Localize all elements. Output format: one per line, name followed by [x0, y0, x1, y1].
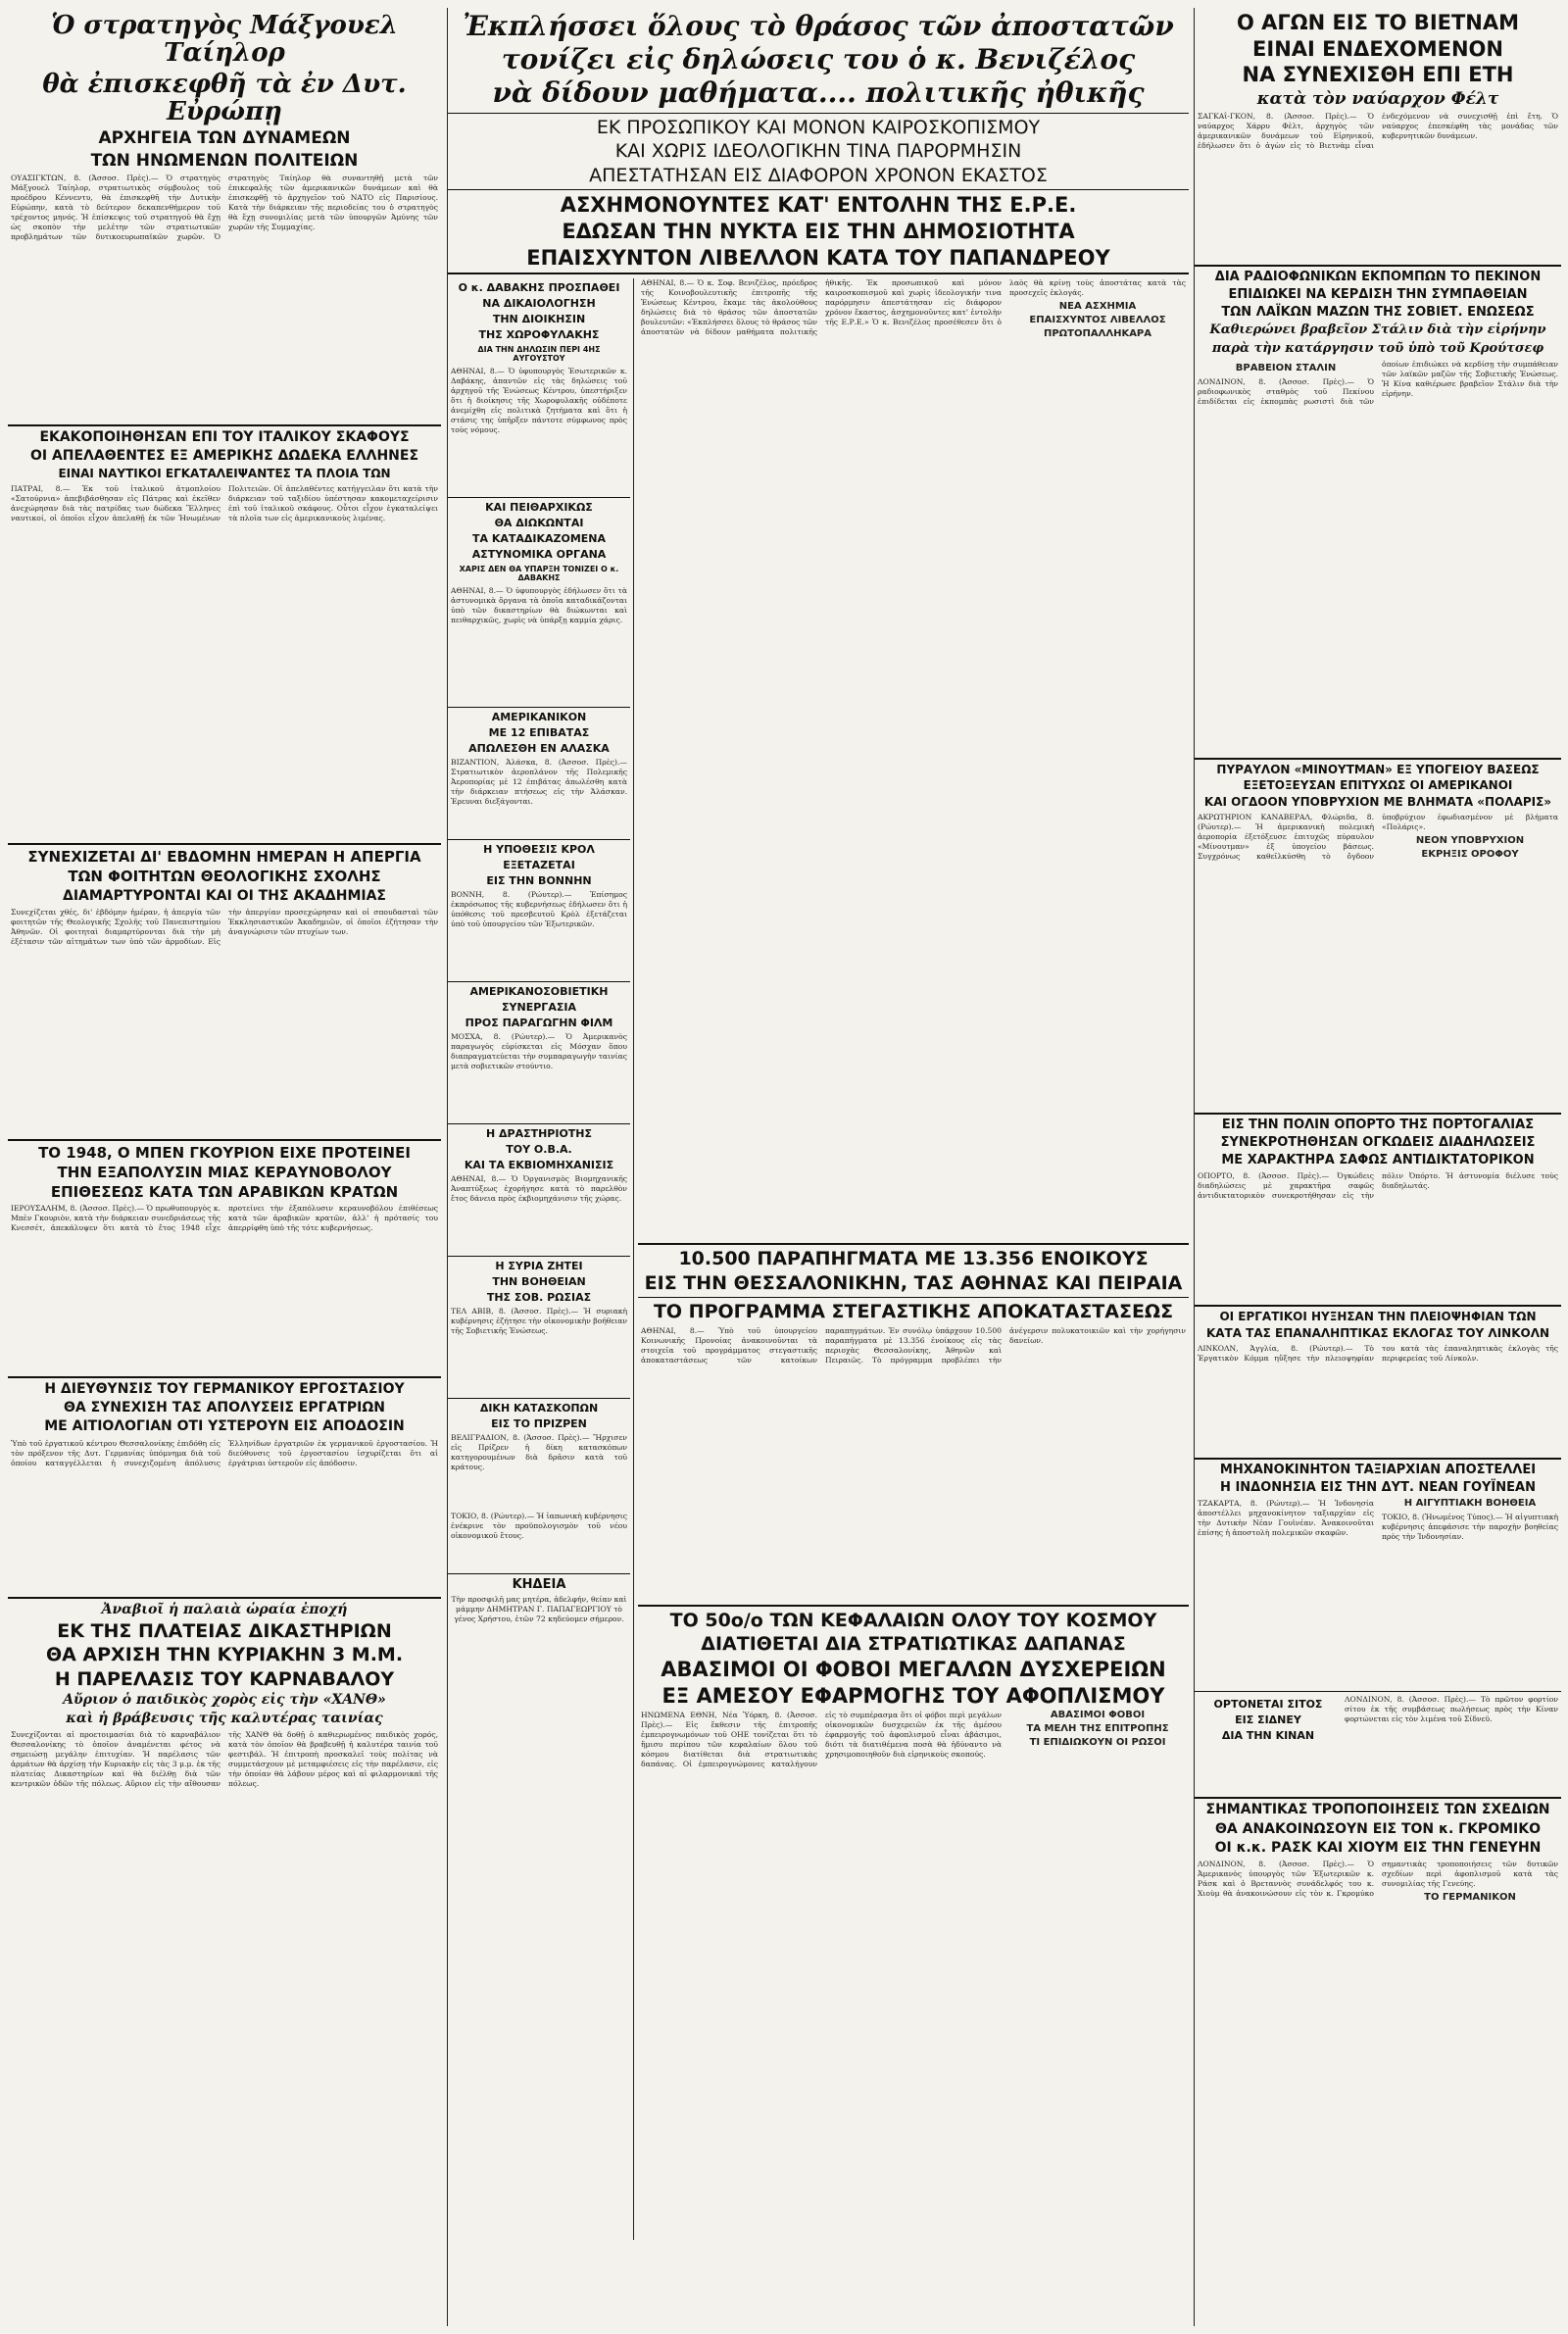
libel-headline-3: ΕΠΑΙΣΧΥΝΤΟΝ ΛΙΒΕΛΛΟΝ ΚΑΤΑ ΤΟΥ ΠΑΠΑΝΔΡΕΟΥ — [526, 245, 1110, 270]
indonesia-article — [1195, 1464, 1561, 1685]
peking-headline-1: ΔΙΑ ΡΑΔΙΟΦΩΝΙΚΩΝ ΕΚΠΟΜΠΩΝ ΤΟ ΠΕΚΙΝΟΝ — [1214, 270, 1542, 285]
spy-headline-1: ΔΙΚΗ ΚΑΤΑΣΚΟΠΩΝ — [479, 1402, 599, 1415]
geneva-headline-1: ΣΗΜΑΝΤΙΚΑΣ ΤΡΟΠΟΠΟΙΗΣΕΙΣ ΤΩΝ ΣΧΕΔΙΩΝ — [1205, 1802, 1550, 1818]
lincoln-headline-1: ΟΙ ΕΡΓΑΤΙΚΟΙ ΗΥΞΗΣΑΝ ΤΗΝ ΠΛΕΙΟΨΗΦΙΑΝ ΤΩΝ — [1219, 1310, 1537, 1324]
minuteman-body-text: ΑΚΡΩΤΗΡΙΟΝ ΚΑΝΑΒΕΡΑΛ, Φλώριδα, 8. (Ρώυτερ).— Ἡ ἀμερικανικὴ πολεμικὴ ἀεροπορία ἐξετόξευσε ἐπιτυχῶς πύραυλον «Μίνουτμαν» ἐξ ὑπογείου βάσεως. Συγχρόνως καθεῖλκύσθη τὸ ὄγδοον ὑποβρύχιον ἐφωδιασμένον μὲ βλήματα «Πολάρις». — [1198, 813, 1558, 862]
german-subhead: ΤΟ ΓΕΡΜΑΝΙΚΟΝ — [1424, 1891, 1516, 1903]
center-upper-area — [448, 278, 1189, 2240]
roof-explosion-subhead: ΕΚΡΗΞΙΣ ΟΡΟΦΟΥ — [1421, 849, 1519, 861]
geneva-article — [1195, 1803, 1561, 2182]
disarmament-article — [638, 1611, 1189, 2240]
taylor-headline-2: θὰ ἐπισκεφθῆ τὰ ἐν Δυτ. Εὐρώπῃ — [42, 70, 407, 127]
disarmament-headline-4: ΕΞ ΑΜΕΣΟΥ ΕΦΑΡΜΟΓΗΣ ΤΟΥ ΑΦΟΠΛΙΣΜΟΥ — [662, 1683, 1165, 1708]
grain-row — [1195, 1695, 1561, 1793]
oba-headline-1: Η ΔΡΑΣΤΗΡΙΟΤΗΣ — [485, 1127, 593, 1141]
carnival-headline-2: ΘΑ ΑΡΧΙΣΗ ΤΗΝ ΚΥΡΙΑΚΗΝ 3 Μ.Μ. — [45, 1644, 404, 1666]
venizelos-headline-2: τονίζει εἰς δηλώσεις του ὁ κ. Βενιζέλος — [501, 43, 1136, 76]
film-article — [448, 985, 630, 1120]
indonesia-body — [1195, 1499, 1561, 1685]
syria-body: ΤΕΛ ΑΒΙΒ, 8. (Ἀσσοσ. Πρὲς).— Ἡ συριακὴ κυβέρνησις ἐζήτησε τὴν οἰκονομικὴν βοήθειαν τῆς Σοβιετικῆς Ἑνώσεως. — [451, 1307, 627, 1336]
theology-headline-2: ΤΩΝ ΦΟΙΤΗΤΩΝ ΘΕΟΛΟΓΙΚΗΣ ΣΧΟΛΗΣ — [68, 868, 381, 886]
vietnam-headline-2: ΕΙΝΑΙ ΕΝΔΕΧΟΜΕΝΟΝ — [1252, 36, 1503, 61]
funeral-headline: ΚΗΔΕΙΑ — [512, 1577, 566, 1593]
geneva-headline-2: ΘΑ ΑΝΑΚΟΙΝΩΣΟΥΝ ΕΙΣ ΤΟΝ κ. ΓΚΡΟΜΙΚΟ — [1215, 1820, 1541, 1837]
porto-headline-2: ΣΥΝΕΚΡΟΤΗΘΗΣΑΝ ΟΓΚΩΔΕΙΣ ΔΙΑΔΗΛΩΣΕΙΣ — [1220, 1135, 1536, 1151]
alaska-plane-article — [448, 711, 630, 836]
peking-subhead-1: Καθιερώνει βραβεῖον Στάλιν διὰ τὴν εἰρήνην — [1209, 323, 1546, 338]
police-headline-2: ΘΑ ΔΙΩΚΩΝΤΑΙ — [494, 517, 584, 530]
porto-body: ΟΠΟΡΤΟ, 8. (Ἀσσοσ. Πρὲς).— Ὀγκώδεις διαδηλώσεις μὲ χαρακτῆρα σαφῶς ἀντιδικτατορικὸν συνεκροτήθησαν εἰς τὴν πόλιν Ὀπόρτο. Ἡ ἀστυνομία διέλυσε τοὺς διαδηλωτάς. — [1198, 1171, 1558, 1201]
funeral-notice — [448, 1577, 630, 1664]
lincoln-headline-2: ΚΑΤΑ ΤΑΣ ΕΠΑΝΑΛΗΠΤΙΚΑΣ ΕΚΛΟΓΑΣ ΤΟΥ ΛΙΝΚΟΛΝ — [1205, 1326, 1550, 1341]
housing-article — [638, 1249, 1189, 1601]
taylor-subhead-1: ΑΡΧΗΓΕΙΑ ΤΩΝ ΔΥΝΑΜΕΩΝ — [98, 128, 351, 149]
egypt-aid-subhead: Η ΑΙΓΥΠΤΙΑΚΗ ΒΟΗΘΕΙΑ — [1403, 1499, 1537, 1510]
police-subhead: ΧΑΡΙΣ ΔΕΝ ΘΑ ΥΠΑΡΞΗ ΤΟΝΙΖΕΙ Ο κ. ΔΑΒΑΚΗΣ — [459, 565, 619, 583]
theology-article — [8, 849, 441, 1132]
davakis-headline-3: ΤΗΝ ΔΙΟΙΚΗΣΙΝ — [492, 313, 586, 326]
syria-article — [448, 1260, 630, 1395]
ben-gurion-body: ΙΕΡΟΥΣΑΛΗΜ, 8. (Ἀσσοσ. Πρὲς).— Ὁ πρωθυπουργὸς κ. Μπὲν Γκουριὸν, κατὰ τὴν διάρκειαν συνεδριάσεως τῆς Κνεσσέτ, ἀπεκάλυψεν ὅτι κατὰ τὸ ἔτος 1948 εἶχε προτείνει τὴν ἐξαπόλυσιν κεραυνοβόλου ἐπιθέσεως κατὰ τῶν ἀραβικῶν κρατῶν, ἀλλ' ἡ πρότασίς του ἀπερρίφθη ὑπὸ τῆς τότε κυβερνήσεως. — [11, 1204, 438, 1233]
theology-subhead: ΔΙΑΜΑΡΤΥΡΟΝΤΑΙ ΚΑΙ ΟΙ ΤΗΣ ΑΚΑΔΗΜΙΑΣ — [62, 887, 386, 904]
german-headline-3: ΜΕ ΑΙΤΙΟΛΟΓΙΑΝ ΟΤΙ ΥΣΤΕΡΟΥΝ ΕΙΣ ΑΠΟΔΟΣΙΝ — [44, 1418, 405, 1435]
plane-headline-1: ΑΜΕΡΙΚΑΝΙΚΟΝ — [491, 711, 587, 724]
indonesia-headline-1: ΜΗΧΑΝΟΚΙΝΗΤΟΝ ΤΑΞΙΑΡΧΙΑΝ ΑΠΟΣΤΕΛΛΕΙ — [1219, 1463, 1537, 1478]
venizelos-body — [638, 278, 1189, 1239]
spy-trial-article — [448, 1402, 630, 1570]
geneva-body-text: ΛΟΝΔΙΝΟΝ, 8. (Ἀσσοσ. Πρὲς).— Ὁ Ἀμερικανὸς ὑπουργὸς τῶν Ἐξωτερικῶν κ. Ράσκ καὶ ὁ Βρεταννὸς συνάδελφός του κ. Χιοὺμ θὰ ἀνακοινώσουν εἰς τὸν κ. Γκρομύκο σημαντικὰς τροποποιήσεις τῶν δυτικῶν σχεδίων περὶ ἀφοπλισμοῦ κατὰ τὰς συνομιλίας τῆς Γενεύης. — [1198, 1859, 1558, 1898]
vietnam-subhead: κατὰ τὸν ναύαρχον Φέλτ — [1256, 89, 1499, 110]
syria-headline-2: ΤΗΝ ΒΟΗΘΕΙΑΝ — [492, 1275, 586, 1289]
film-headline-1: ΑΜΕΡΙΚΑΝΟΣΟΒΙΕΤΙΚΗ — [469, 985, 609, 999]
center-main-area — [634, 278, 1189, 2240]
porto-headline-1: ΕΙΣ ΤΗΝ ΠΟΛΙΝ ΟΠΟΡΤΟ ΤΗΣ ΠΟΡΤΟΓΑΛΙΑΣ — [1221, 1117, 1535, 1133]
german-headline-2: ΘΑ ΣΥΝΕΧΙΣΗ ΤΑΣ ΑΠΟΛΥΣΕΙΣ ΕΡΓΑΤΡΙΩΝ — [64, 1400, 385, 1416]
ben-gurion-article — [8, 1145, 441, 1371]
disarmament-subhead-3: ΤΙ ΕΠΙΔΙΩΚΟΥΝ ΟΙ ΡΩΣΟΙ — [1029, 1737, 1166, 1749]
geneva-headline-3: ΟΙ κ.κ. ΡΑΣΚ ΚΑΙ ΧΙΟΥΜ ΕΙΣ ΤΗΝ ΓΕΝΕΥΗΝ — [1214, 1839, 1542, 1856]
police-headline-1: ΚΑΙ ΠΕΙΘΑΡΧΙΚΩΣ — [485, 501, 593, 515]
venizelos-body-text: ΑΘΗΝΑΙ, 8.— Ὁ κ. Σοφ. Βενιζέλος, πρόεδρος τῆς Κοινοβουλευτικῆς ἐπιτροπῆς τῆς Ἑνώσεως Κέντρου, ἔκαμε τὰς ἀκολούθους δηλώσεις διὰ τὸ θράσος τῶν ἀποστατῶν βουλευτῶν: «Ἐκπλήσσει ὅλους τὸ θράσος τῶν ἀποστατῶν νὰ δίδουν μαθήματα πολιτικῆς ἠθικῆς. Ἐκ προσωπικοῦ καὶ μόνον καιροσκοπισμοῦ καὶ χωρὶς ἰδεολογικήν τινα παρόρμησιν ἀπεστάτησαν εἰς διάφορον χρόνον ἕκαστος, ἀσχημονοῦντες κατ' ἐντολὴν τῆς Ε.Ρ.Ε.» Ὁ κ. Βενιζέλος προσέθεσεν ὅτι ὁ λαὸς θὰ κρίνῃ τοὺς ἀποστάτας κατὰ τὰς προσεχεῖς ἐκλογάς. — [641, 278, 1186, 337]
police-article — [448, 501, 630, 704]
housing-headline-2: ΕΙΣ ΤΗΝ ΘΕΣΣΑΛΟΝΙΚΗΝ, ΤΑΣ ΑΘΗΝΑΣ ΚΑΙ ΠΕΙΡΑΙΑ — [644, 1271, 1183, 1294]
oba-headline-3: ΚΑΙ ΤΑ ΕΚΒΙΟΜΗΧΑΝΙΣΙΣ — [464, 1159, 614, 1172]
peking-article — [1195, 271, 1561, 751]
peking-body — [1195, 360, 1561, 752]
carnival-headline-3: Η ΠΑΡΕΛΑΣΙΣ ΤΟΥ ΚΑΡΝΑΒΑΛΟΥ — [54, 1667, 395, 1690]
grain-headline-2: ΕΙΣ ΣΙΔΝΕΥ — [1235, 1713, 1301, 1727]
davakis-headline-2: ΝΑ ΔΙΚΑΙΟΛΟΓΗΣΗ — [482, 297, 596, 311]
disarmament-headline-3: ΑΒΑΣΙΜΟΙ ΟΙ ΦΟΒΟΙ ΜΕΓΑΛΩΝ ΔΥΣΧΕΡΕΙΩΝ — [661, 1657, 1166, 1681]
carnival-article — [8, 1603, 441, 2143]
plane-body: ΒΙΖΑΝΤΙΟΝ, Ἀλάσκα, 8. (Ἀσσοσ. Πρὲς).— Στρατιωτικὸν ἀεροπλάνον τῆς Πολεμικῆς Ἀεροπορίας μὲ 12 ἐπιβάτας ἀπωλέσθη κατὰ τὴν διάρκειαν πτήσεως εἰς τὴν Ἀλάσκαν. Ἐρευναι διεξάγονται. — [451, 758, 627, 807]
vietnam-body: ΣΑΓΚΑΐ-ΓΚΟΝ, 8. (Ἀσσοσ. Πρὲς).— Ὁ ναύαρχος Χάρρυ Φὲλτ, ἀρχηγὸς τῶν ἀμερικανικῶν δυνάμεων τοῦ Εἰρηνικοῦ, ἐδήλωσεν ὅτι ὁ ἀγὼν εἰς τὸ Βιετνὰμ εἶναι ἐνδεχόμενον νὰ συνεχισθῇ ἐπὶ ἔτη. Ὁ ναύαρχος ἐπεσκέφθη τὰς μονάδας τῶν κυβερνητικῶν δυνάμεων. — [1198, 112, 1558, 151]
taylor-headline-1: Ὁ στρατηγὸς Μάξγουελ Ταίηλορ — [51, 11, 398, 69]
taylor-body: ΟΥΑΣΙΓΚΤΩΝ, 8. (Ἀσσοσ. Πρὲς).— Ὁ στρατηγὸς Μάξγουελ Ταίηλορ, στρατιωτικὸς σύμβουλος τοῦ προέδρου Κέννεντυ, θὰ ἐπισκεφθῆ τὴν Δυτικὴν Εὐρώπην, κατὰ τὸ δεύτερον δεκαπενθήμερον τοῦ τρέχοντος μηνός. Ἡ ἐπίσκεψις τοῦ στρατηγοῦ θὰ ἔχῃ ὡς σκοπὸν τὴν μελέτην τῶν στρατιωτικῶν προβλημάτων τῶν δυτικοευρωπαϊκῶν χωρῶν. Ὁ στρατηγὸς Ταίηλορ θὰ συναντηθῇ μετὰ τῶν ἐπικεφαλῆς τῶν ἀμερικανικῶν δυνάμεων καὶ θὰ ἐπισκεφθῇ τὸ ἀρχηγεῖον τοῦ ΝΑΤΟ εἰς Παρισίους. Κατὰ τὴν διάρκειαν τῆς περιοδείας του ὁ στρατηγὸς θὰ ἔχῃ συνομιλίας μετὰ τῶν ὑπουργῶν Ἀμύνης τῶν χωρῶν τῆς Συμμαχίας. — [11, 174, 438, 242]
taylor-subhead-2: ΤΩΝ ΗΝΩΜΕΝΩΝ ΠΟΛΙΤΕΙΩΝ — [90, 150, 359, 171]
film-headline-2: ΣΥΝΕΡΓΑΣΙΑ — [502, 1001, 576, 1015]
peking-headline-3: ΤΩΝ ΛΑΪΚΩΝ ΜΑΖΩΝ ΤΗΣ ΣΟΒΙΕΤ. ΕΝΩΣΕΩΣ — [1221, 305, 1535, 321]
grain-body: ΛΟΝΔΙΝΟΝ, 8. (Ἀσσοσ. Πρὲς).— Τὸ πρῶτον φορτίον σίτου ἐκ τῆς συμβάσεως πωλήσεως πρὸς τὴν Κίναν φορτώνεται εἰς τὸν λιμένα τοῦ Σίδνεϋ. — [1345, 1695, 1558, 1724]
indonesia-headline-2: Η ΙΝΔΟΝΗΣΙΑ ΕΙΣ ΤΗΝ ΔΥΤ. ΝΕΑΝ ΓΟΥΪΝΕΑΝ — [1220, 1480, 1536, 1496]
libel-subhead: ΕΠΑΙΣΧΥΝΤΟΣ ΛΙΒΕΛΛΟΣ — [1029, 315, 1166, 326]
stalin-prize-subhead: ΒΡΑΒΕΙΟΝ ΣΤΑΛΙΝ — [1235, 362, 1337, 373]
disarmament-headline-2: ΔΙΑΤΙΘΕΤΑΙ ΔΙΑ ΣΤΡΑΤΙΩΤΙΚΑΣ ΔΑΠΑΝΑΣ — [701, 1633, 1126, 1656]
kroll-headline-3: ΕΙΣ ΤΗΝ ΒΟΝΝΗΝ — [486, 874, 592, 888]
kroll-headline-1: Η ΥΠΟΘΕΣΙΣ ΚΡΟΛ — [483, 843, 595, 857]
housing-body: ΑΘΗΝΑΙ, 8.— Ὑπὸ τοῦ ὑπουργείου Κοινωνικῆς Προνοίας ἀνακοινοῦνται τὰ στοιχεῖα τοῦ προγράμματος στεγαστικῆς ἀποκαταστάσεως τῶν κατοίκων παραπηγμάτων. Ἐν συνόλῳ ὑπάρχουν 10.500 παραπήγματα μὲ 13.356 ἐνοίκους εἰς τὰς περιοχὰς Θεσσαλονίκης, Ἀθηνῶν καὶ Πειραιῶς. Τὸ πρόγραμμα προβλέπει τὴν ἀνέγερσιν πολυκατοικιῶν καὶ τὴν χορήγησιν δανείων. — [641, 1325, 1186, 1365]
spy-body: ΒΕΛΙΓΡΑΔΙΟΝ, 8. (Ἀσσοσ. Πρὲς).— Ἤρχισεν εἰς Πρίζρεν ἡ δίκη κατασκόπων κατηγορουμένων διὰ δρᾶσιν κατὰ τοῦ κράτους. — [451, 1433, 627, 1472]
ben-gurion-headline-3: ΕΠΙΘΕΣΕΩΣ ΚΑΤΑ ΤΩΝ ΑΡΑΒΙΚΩΝ ΚΡΑΤΩΝ — [50, 1183, 399, 1202]
tokyo-brief: ΤΟΚΙΟ, 8. (Ρώυτερ).— Ἡ ἰαπωνικὴ κυβέρνησις ἐνέκρινε τὸν προϋπολογισμὸν τοῦ νέου οἰκονομικοῦ ἔτους. — [451, 1512, 627, 1541]
venizelos-headline-3: νὰ δίδουν μαθήματα.... πολιτικῆς ἠθικῆς — [492, 76, 1145, 110]
disarmament-subhead-2: ΤΑ ΜΕΛΗ ΤΗΣ ΕΠΙΤΡΟΠΗΣ — [1026, 1723, 1169, 1735]
libel-headline-1: ΑΣΧΗΜΟΝΟΥΝΤΕΣ ΚΑΤ' ΕΝΤΟΛΗΝ ΤΗΣ Ε.Ρ.Ε. — [560, 193, 1077, 218]
davakis-body: ΑΘΗΝΑΙ, 8.— Ὁ ὑφυπουργὸς Ἐσωτερικῶν κ. Δαβάκης, ἀπαντῶν εἰς τὰς δηλώσεις τοῦ ἀρχηγοῦ τῆς Ἑνώσεως Κέντρου, ὑπεστήριξεν ὅτι ἡ διοίκησις τῆς Χωροφυλακῆς οὐδέποτε ἀνεμίχθη εἰς πολιτικὰ ζητήματα καὶ ὅτι ἡ στάσις της ὑπῆρξεν πάντοτε σύμφωνος πρὸς τοὺς νόμους. — [451, 367, 627, 435]
carnival-kicker: Ἀναβιοῖ ἡ παλαιὰ ὡραία ἐποχή — [101, 1601, 348, 1617]
davakis-headline-1: Ο κ. ΔΑΒΑΚΗΣ ΠΡΟΣΠΑΘΕΙ — [458, 281, 620, 295]
film-body: ΜΟΣΧΑ, 8. (Ρώυτερ).— Ὁ Ἀμερικανὸς παραγωγὸς εὑρίσκεται εἰς Μόσχαν ὅπου διαπραγματεύεται τὴν συμπαραγωγὴν ταινίας μετὰ σοβιετικῶν στούντιο. — [451, 1032, 627, 1071]
theology-body: Συνεχίζεται χθές, δι' ἑβδόμην ἡμέραν, ἡ ἀπεργία τῶν φοιτητῶν τῆς Θεολογικῆς Σχολῆς τοῦ Πανεπιστημίου Ἀθηνῶν. Οἱ φοιτηταὶ διαμαρτύρονται διὰ τὴν μὴ ἐξέτασιν τῶν αἰτημάτων των ὑπὸ τῶν ἁρμοδίων. Εἰς τὴν ἀπεργίαν προσεχώρησαν καὶ οἱ σπουδασταὶ τῶν Ἐκκλησιαστικῶν Ἀκαδημιῶν, οἱ ὁποῖοι ἐζήτησαν τὴν ἀναγνώρισιν τῶν πτυχίων των. — [11, 907, 438, 946]
italy-article — [8, 430, 441, 837]
german-factory-article — [8, 1382, 441, 1590]
left-column — [8, 8, 441, 2326]
venizelos-deck-1: ΕΚ ΠΡΟΣΩΠΙΚΟΥ ΚΑΙ ΜΟΝΟΝ ΚΑΙΡΟΣΚΟΠΙΣΜΟΥ — [596, 116, 1041, 138]
carnival-subhead-2: καὶ ἡ βράβευσις τῆς καλυτέρας ταινίας — [66, 1711, 383, 1727]
porto-article — [1195, 1118, 1561, 1299]
film-headline-3: ΠΡΟΣ ΠΑΡΑΓΩΓΗΝ ΦΙΛΜ — [465, 1017, 613, 1030]
plane-headline-2: ΜΕ 12 ΕΠΙΒΑΤΑΣ — [488, 726, 590, 740]
minuteman-body — [1195, 813, 1561, 1107]
german-headline-1: Η ΔΙΕΥΘΥΝΣΙΣ ΤΟΥ ΓΕΡΜΑΝΙΚΟΥ ΕΡΓΟΣΤΑΣΙΟΥ — [44, 1381, 405, 1398]
ben-gurion-headline-2: ΤΗΝ ΕΞΑΠΟΛΥΣΙΝ ΜΙΑΣ ΚΕΡΑΥΝΟΒΟΛΟΥ — [57, 1163, 392, 1181]
syria-headline-1: Η ΣΥΡΙΑ ΖΗΤΕΙ — [495, 1260, 583, 1273]
syria-headline-3: ΤΗΣ ΣΟΒ. ΡΩΣΙΑΣ — [486, 1291, 592, 1305]
ben-gurion-headline-1: ΤΟ 1948, Ο ΜΠΕΝ ΓΚΟΥΡΙΟΝ ΕΙΧΕ ΠΡΟΤΕΙΝΕΙ — [38, 1143, 411, 1162]
davakis-subhead: ΔΙΑ ΤΗΝ ΔΗΛΩΣΙΝ ΠΕΡΙ 4ΗΣ ΑΥΓΟΥΣΤΟΥ — [477, 345, 601, 364]
housing-headline-3: ΤΟ ΠΡΟΓΡΑΜΜΑ ΣΤΕΓΑΣΤΙΚΗΣ ΑΠΟΚΑΤΑΣΤΑΣΕΩΣ — [653, 1301, 1174, 1323]
german-body: Ὑπὸ τοῦ ἐργατικοῦ κέντρου Θεσσαλονίκης ἐπιδόθη εἰς τὸν πρόξενον τῆς Δυτ. Γερμανίας ὑπόμνημα διὰ τοῦ ὁποίου καταγγέλλεται ἡ συνεχιζομένη ἀπόλυσις Ἑλληνίδων ἐργατριῶν ἐκ γερμανικοῦ ἐργοστασίου. Ἡ διεύθυνσις τοῦ ἐργοστασίου ἰσχυρίζεται ὅτι αἱ ἐργάτριαι ὑστεροῦν εἰς ἀπόδοσιν. — [11, 1438, 438, 1467]
libel-headline-2: ΕΔΩΣΑΝ ΤΗΝ ΝΥΚΤΑ ΕΙΣ ΤΗΝ ΔΗΜΟΣΙΟΤΗΤΑ — [562, 219, 1075, 243]
center-column — [447, 8, 1189, 2326]
right-column — [1194, 8, 1561, 2326]
grain-headline-block — [1195, 1695, 1342, 1793]
kroll-body: ΒΟΝΝΗ, 8. (Ρώυτερ).— Ἐπίσημος ἐκπρόσωπος τῆς κυβερνήσεως ἐδήλωσεν ὅτι ἡ ὑπόθεσις τοῦ πρεσβευτοῦ Κρὸλ ἐξετάζεται ὑπὸ τοῦ ὑπουργείου τῶν Ἐξωτερικῶν. — [451, 890, 627, 929]
kroll-headline-2: ΕΞΕΤΑΖΕΤΑΙ — [503, 859, 575, 872]
oba-headline-2: ΤΟΥ Ο.Β.Α. — [506, 1143, 572, 1157]
lincoln-article — [1195, 1311, 1561, 1452]
police-headline-3: ΤΑ ΚΑΤΑΔΙΚΑΖΟΜΕΝΑ — [471, 532, 607, 546]
disarmament-body — [638, 1711, 1189, 2240]
italy-headline-1: ΕΚΑΚΟΠΟΙΗΘΗΣΑΝ ΕΠΙ ΤΟΥ ΙΤΑΛΙΚΟΥ ΣΚΑΦΟΥΣ — [39, 429, 410, 446]
housing-headline-1: 10.500 ΠΑΡΑΠΗΓΜΑΤΑ ΜΕ 13.356 ΕΝΟΙΚΟΥΣ — [678, 1248, 1149, 1270]
disarmament-subhead-1: ΑΒΑΣΙΜΟΙ ΦΟΒΟΙ — [1050, 1711, 1146, 1721]
carnival-subhead-1: Αὔριον ὁ παιδικὸς χορὸς εἰς τὴν «ΧΑΝΘ» — [63, 1692, 386, 1709]
proto-subhead: ΠΡΩΤΟΠΑΛΛΗΚΑΡΑ — [1043, 328, 1152, 340]
center-briefs-column — [448, 278, 634, 2240]
disarmament-headline-1: ΤΟ 50ο/ο ΤΩΝ ΚΕΦΑΛΑΙΩΝ ΟΛΟΥ ΤΟΥ ΚΟΣΜΟΥ — [669, 1609, 1157, 1631]
indonesia-body-text: ΤΖΑΚΑΡΤΑ, 8. (Ρώυτερ).— Ἡ Ἰνδονησία ἀποστέλλει μηχανοκίνητον ταξιαρχίαν εἰς τὴν Δυτικὴν Νέαν Γουϊνέαν. Ἀνακοινοῦται ἐπίσης ἡ ἀποστολὴ πολεμικῶν σκαφῶν. — [1198, 1499, 1374, 1538]
vietnam-article — [1195, 12, 1561, 259]
peking-subhead-2: παρὰ τὴν κατάργησιν τοῦ ὑπὸ τοῦ Κρούτσεφ — [1211, 340, 1544, 356]
carnival-headline-1: ΕΚ ΤΗΣ ΠΛΑΤΕΙΑΣ ΔΙΚΑΣΤΗΡΙΩΝ — [57, 1619, 392, 1642]
venizelos-deck-3: ΑΠΕΣΤΑΤΗΣΑΝ ΕΙΣ ΔΙΑΦΟΡΟΝ ΧΡΟΝΟΝ ΕΚΑΣΤΟΣ — [589, 164, 1048, 186]
theology-headline-1: ΣΥΝΕΧΙΖΕΤΑΙ ΔΙ' ΕΒΔΟΜΗΝ ΗΜΕΡΑΝ Η ΑΠΕΡΓΙΑ — [27, 848, 421, 867]
police-body: ΑΘΗΝΑΙ, 8.— Ὁ ὑφυπουργὸς ἐδήλωσεν ὅτι τὰ ἀστυνομικὰ ὄργανα τὰ ὁποῖα καταδικάζονται ὑπὸ τῶν δικαστηρίων θὰ διώκωνται καὶ πειθαρχικῶς, χωρὶς νὰ ὑπάρξῃ καμμία χάρις. — [451, 586, 627, 625]
davakis-article — [448, 281, 630, 494]
egypt-aid-body: ΤΟΚΙΟ, 8. (Ἡνωμένος Τύπος).— Ἡ αἰγυπτιακὴ κυβέρνησις ἀπεφάσισε τὴν παροχὴν βοηθείας πρὸς τὴν Ἰνδονησίαν. — [1382, 1513, 1558, 1542]
venizelos-headline-1: Ἐκπλήσσει ὅλους τὸ θράσος τῶν ἀποστατῶν — [463, 10, 1174, 42]
newspaper-page — [8, 8, 1560, 2326]
geneva-body — [1195, 1860, 1561, 2183]
italy-subhead: ΕΙΝΑΙ ΝΑΥΤΙΚΟΙ ΕΓΚΑΤΑΛΕΙΨΑΝΤΕΣ ΤΑ ΠΛΟΙΑ ΤΩΝ — [58, 467, 391, 481]
grain-headline-1: ΟΡΤΟΝΕΤΑΙ ΣΙΤΟΣ — [1213, 1698, 1323, 1712]
minuteman-headline-2: ΕΞΕΤΟΞΕΥΣΑΝ ΕΠΙΤΥΧΩΣ ΟΙ ΑΜΕΡΙΚΑΝΟΙ — [1243, 778, 1513, 793]
spy-headline-2: ΕΙΣ ΤΟ ΠΡΙΖΡΕΝ — [491, 1417, 587, 1431]
plane-headline-3: ΑΠΩΛΕΣΘΗ ΕΝ ΑΛΑΣΚΑ — [468, 742, 610, 756]
venizelos-article — [448, 12, 1189, 274]
minuteman-headline-1: ΠΥΡΑΥΛΟΝ «ΜΙΝΟΥΤΜΑΝ» ΕΞ ΥΠΟΓΕΙΟΥ ΒΑΣΕΩΣ — [1216, 762, 1540, 776]
funeral-body: Τὴν προσφιλῆ μας μητέρα, ἀδελφήν, θείαν καὶ μάμμην ΔΗΜΗΤΡΑΝ Γ. ΠΑΠΑΓΕΩΡΓΙΟΥ τὸ γένος Χρήστου, ἐτῶν 72 κηδεύομεν σήμερον. — [451, 1595, 627, 1624]
peking-body-text: ΛΟΝΔΙΝΟΝ, 8. (Ἀσσοσ. Πρὲς).— Ὁ ραδιοφωνικὸς σταθμὸς τοῦ Πεκίνου ἐπιδίδεται εἰς ἐκπομπὰς ρωσιστὶ διὰ τῶν ὁποίων ἐπιδιώκει νὰ κερδίσῃ τὴν συμπάθειαν τῶν λαϊκῶν μαζῶν τῆς Σοβιετικῆς Ἑνώσεως. Ἡ Κίνα καθιέρωσε βραβεῖον Στάλιν διὰ τὴν εἰρήνην. — [1198, 359, 1558, 406]
lincoln-body: ΛΙΝΚΟΛΝ, Ἀγγλία, 8. (Ρώυτερ).— Τὸ Ἐργατικὸν Κόμμα ηὔξησε τὴν πλειοψηφίαν του κατὰ τὰς ἐπαναληπτικὰς ἐκλογὰς τῆς περιφερείας τοῦ Λίνκολν. — [1198, 1344, 1558, 1364]
kroll-article — [448, 843, 630, 978]
minuteman-headline-3: ΚΑΙ ΟΓΔΟΟΝ ΥΠΟΒΡΥΧΙΟΝ ΜΕ ΒΛΗΜΑΤΑ «ΠΟΛΑΡΙΣ» — [1203, 795, 1552, 810]
davakis-headline-4: ΤΗΣ ΧΩΡΟΦΥΛΑΚΗΣ — [478, 328, 600, 342]
nea-subhead: ΝΕΑ ΑΣΧΗΜΙΑ — [1058, 301, 1137, 313]
oba-body: ΑΘΗΝΑΙ, 8.— Ὁ Ὀργανισμὸς Βιομηχανικῆς Ἀναπτύξεως ἐχορήγησε κατὰ τὸ παρελθὸν ἔτος δάνεια πρὸς ἐκβιομηχάνισιν τῆς χώρας. — [451, 1174, 627, 1204]
submarine-subhead: ΝΕΟΝ ΥΠΟΒΡΥΧΙΟΝ — [1415, 835, 1525, 847]
taylor-article — [8, 12, 441, 419]
grain-headline-3: ΔΙΑ ΤΗΝ ΚΙΝΑΝ — [1221, 1729, 1315, 1743]
venizelos-deck-2: ΚΑΙ ΧΩΡΙΣ ΙΔΕΟΛΟΓΙΚΗΝ ΤΙΝΑ ΠΑΡΟΡΜΗΣΙΝ — [614, 140, 1022, 163]
peking-headline-2: ΕΠΙΔΙΩΚΕΙ ΝΑ ΚΕΡΔΙΣΗ ΤΗΝ ΣΥΜΠΑΘΕΙΑΝ — [1228, 287, 1528, 303]
police-headline-4: ΑΣΤΥΝΟΜΙΚΑ ΟΡΓΑΝΑ — [471, 548, 607, 562]
minuteman-article — [1195, 764, 1561, 1108]
oba-article — [448, 1127, 630, 1253]
vietnam-headline-3: ΝΑ ΣΥΝΕΧΙΣΘΗ ΕΠΙ ΕΤΗ — [1242, 63, 1514, 87]
italy-headline-2: ΟΙ ΑΠΕΛΑΘΕΝΤΕΣ ΕΞ ΑΜΕΡΙΚΗΣ ΔΩΔΕΚΑ ΕΛΛΗΝΕΣ — [29, 448, 419, 465]
vietnam-headline-1: Ο ΑΓΩΝ ΕΙΣ ΤΟ ΒΙΕΤΝΑΜ — [1236, 11, 1520, 34]
italy-body: ΠΑΤΡΑΙ, 8.— Ἐκ τοῦ ἰταλικοῦ ἀτμοπλοίου «Σατούρνια» ἀπεβιβάσθησαν εἰς Πάτρας καὶ ἐκεῖθεν ἀνεχώρησαν διὰ τὰς πατρίδας των δώδεκα Ἕλληνες ναυτικοί, οἱ ὁποῖοι εἶχον ἀπελαθῇ ἐκ τῶν Ἡνωμένων Πολιτειῶν. Οἱ ἀπελαθέντες κατήγγειλαν ὅτι κατὰ τὴν διάρκειαν τοῦ ταξιδίου ὑπέστησαν κακομεταχείρισιν ἐπὶ τοῦ ἰταλικοῦ σκάφους. Οὗτοι εἶχον ἐγκαταλείψει τὰ πλοῖα των εἰς ἀμερικανικοὺς λιμένας. — [11, 484, 438, 523]
disarmament-body-text: ΗΝΩΜΕΝΑ ΕΘΝΗ, Νέα Ὑόρκη, 8. (Ἀσσοσ. Πρὲς).— Εἰς ἔκθεσιν τῆς ἐπιτροπῆς ἐμπειρογνωμόνων τοῦ ΟΗΕ τονίζεται ὅτι τὸ ἥμισυ περίπου τῶν κεφαλαίων ὅλου τοῦ κόσμου διατίθεται διὰ στρατιωτικὰς δαπάνας. Οἱ ἐμπειρογνώμονες καταλήγουν εἰς τὸ συμπέρασμα ὅτι οἱ φόβοι περὶ μεγάλων οἰκονομικῶν δυσχερειῶν ἐκ τῆς ἀμέσου ἐφαρμογῆς τοῦ ἀφοπλισμοῦ εἶναι ἀβάσιμοι, διότι τὰ διατιθέμενα ποσὰ θὰ ἠδύναντο νὰ χρησιμοποιηθοῦν διὰ εἰρηνικοὺς σκοπούς. — [641, 1711, 1002, 1769]
porto-headline-3: ΜΕ ΧΑΡΑΚΤΗΡΑ ΣΑΦΩΣ ΑΝΤΙΔΙΚΤΑΤΟΡΙΚΟΝ — [1221, 1153, 1535, 1168]
carnival-body: Συνεχίζονται αἱ προετοιμασίαι διὰ τὸ καρναβάλιον Θεσσαλονίκης τὸ ὁποῖον ἀναμένεται φέτος νὰ σημειώσῃ μεγάλην ἐπιτυχίαν. Ἡ παρέλασις τῶν ἁρμάτων θὰ ἀρχίσῃ τὴν Κυριακὴν εἰς τὰς 3 μ.μ. ἐκ τῆς πλατείας Δικαστηρίων καὶ θὰ διέλθῃ διὰ τῶν κεντρικῶν ὁδῶν τῆς πόλεως. Αὔριον εἰς τὴν αἴθουσαν τῆς ΧΑΝΘ θὰ δοθῇ ὁ καθιερωμένος παιδικὸς χορός, κατὰ τὸν ὁποῖον θὰ βραβευθῇ ἡ καλυτέρα ταινία τοῦ φεστιβάλ. Ἡ ἐπιτροπὴ προσκαλεῖ τοὺς πολίτας νὰ συμμετάσχουν μὲ μεταμφιέσεις εἰς τὴν παρέλασιν, εἰς τὴν ὁποίαν θὰ λάβουν μέρος καὶ αἱ φιλαρμονικαὶ τῆς πόλεως. — [11, 1730, 438, 1789]
